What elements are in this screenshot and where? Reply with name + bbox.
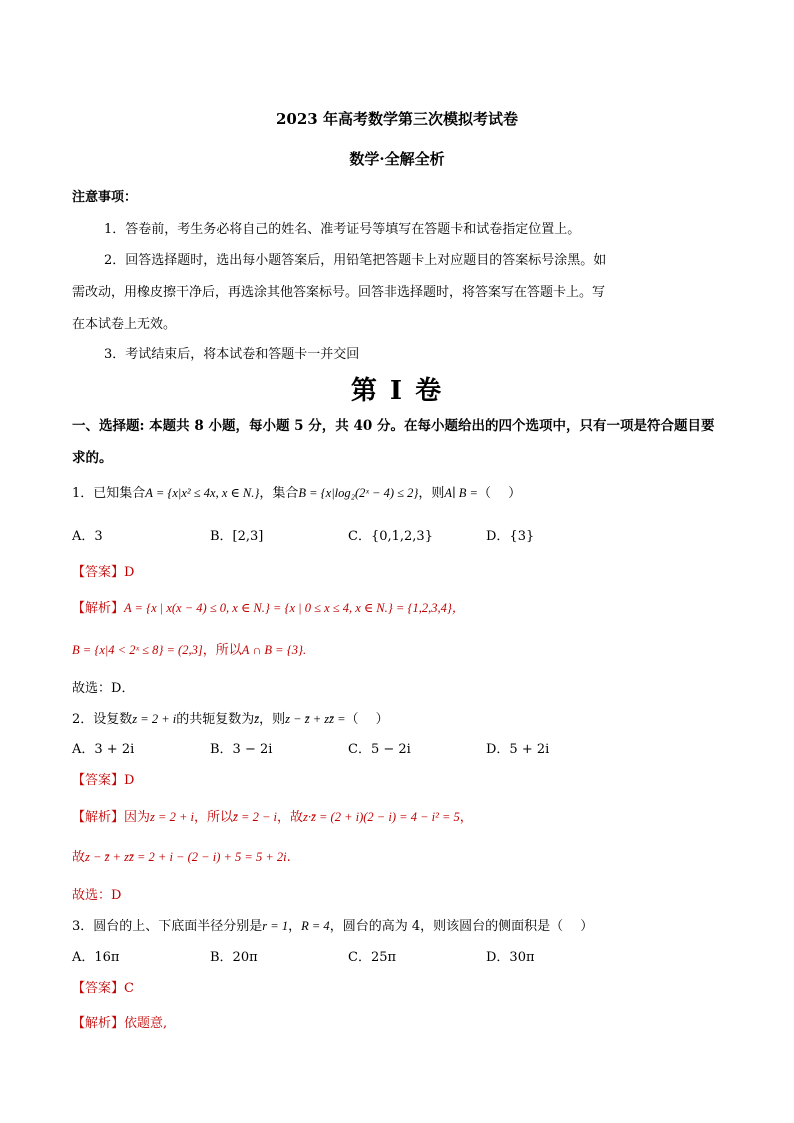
q1-answer-value: D — [124, 565, 135, 580]
page-title: 2023 年高考数学第三次模拟考试卷 — [276, 110, 518, 128]
q1-analysis-line1 — [72, 597, 464, 616]
notice-item-2-line1: 2．回答选择题时，选出每小题答案后，用铅笔把答题卡上对应题目的答案标号涂黑。如 — [104, 253, 607, 268]
q2-analysis-zbar: z̄ = 2 − i — [233, 810, 277, 824]
q2-zbar: z̄ — [254, 712, 260, 726]
q3-analysis-tag: 【解析】 — [72, 1016, 125, 1031]
q3-option-d: D．30π — [486, 950, 535, 965]
q1-text-pre: 1．已知集合 — [72, 486, 146, 501]
q2-analysis-end: ， — [459, 810, 473, 825]
notice-item-2-line2: 需改动，用橡皮擦干净后，再选涂其他答案标号。回答非选择题时，将答案写在答题卡上。写 — [72, 285, 606, 300]
q2-analysis-tag: 【解析】 — [72, 810, 125, 825]
q2-choose — [72, 884, 121, 903]
q1-choose-value: D． — [111, 681, 135, 696]
q1-set-b: B = {x|log₂(2ˣ − 4) ≤ 2} — [298, 486, 419, 500]
q2-choose-value: D — [111, 888, 122, 903]
notice-item-1: 1．答卷前，考生务必将自己的姓名、准考证号等填写在答题卡和试卷指定位置上。 — [104, 222, 581, 237]
q1-option-c: C．{0,1,2,3} — [348, 529, 433, 544]
q1-analysis-tag: 【解析】 — [72, 601, 125, 616]
q1-analysis-math1: A = {x | x(x − 4) ≤ 0, x ∈ N.} = {x | 0 ≤ x ≤ 4, x ∈ N.} = {1,2,3,4}， — [124, 601, 465, 615]
q3-answer — [72, 977, 134, 996]
q1-option-b: B．[2,3] — [210, 529, 264, 544]
q1-analysis-set-b: B = {x|4 < 2ˣ ≤ 8} = (2,3] — [72, 643, 203, 657]
q2-analysis-z: z = 2 + i — [150, 810, 194, 824]
q2-analysis-line2 — [72, 846, 291, 865]
q3-r: r = 1 — [262, 919, 289, 933]
question-3 — [72, 915, 593, 934]
q3-answer-value: C — [124, 981, 134, 996]
q1-expr: A∣ B = — [444, 486, 478, 500]
q3-analysis-text: 依题意, — [124, 1016, 168, 1031]
part-title: 第 I 卷 — [350, 376, 444, 406]
q2-option-a: A．3 + 2i — [72, 742, 135, 757]
q2-option-c: C．5 − 2i — [348, 742, 411, 757]
q1-text-mid: ，集合 — [259, 486, 299, 501]
q3-option-a: A．16π — [72, 950, 120, 965]
q3-text: 3．圆台的上、下底面半径分别是 — [72, 919, 263, 934]
q2-analysis-pre: 因为 — [124, 810, 151, 825]
q2-z: z = 2 + i — [132, 712, 177, 726]
q1-option-a: A．3 — [72, 529, 103, 544]
q2-analysis-mid: ，所以 — [194, 810, 234, 825]
q3-answer-tag: 【答案】 — [72, 981, 125, 996]
q3-option-c: C．25π — [348, 950, 397, 965]
q2-text-mid: 的共轭复数为 — [176, 712, 255, 727]
q2-analysis-mid2: ，故 — [276, 810, 303, 825]
q3-option-b: B．20π — [210, 950, 258, 965]
page-subtitle: 数学·全解全析 — [349, 150, 445, 168]
section-heading-line2: 求的。 — [72, 450, 113, 466]
question-1 — [72, 482, 521, 501]
q2-answer-value: D — [124, 773, 135, 788]
q2-line2-end: . — [286, 850, 291, 865]
q2-analysis-product: z·z̄ = (2 + i)(2 − i) = 4 − i² = 5 — [303, 810, 460, 824]
q3-text2: ，圆台的高为 4，则该圆台的侧面积是（ ） — [329, 919, 594, 934]
q2-answer — [72, 769, 134, 788]
q2-text-pre: 2．设复数 — [72, 712, 133, 727]
q1-set-a: A = {x|x² ≤ 4x, x ∈ N.} — [145, 486, 260, 500]
q2-answer-tag: 【答案】 — [72, 773, 125, 788]
q1-text-post: ，则 — [418, 486, 445, 501]
q1-option-d: D．{3} — [486, 529, 535, 544]
q2-analysis-line1 — [72, 806, 473, 825]
q1-choose — [72, 677, 134, 696]
q2-choose-label: 故选： — [72, 888, 112, 903]
q1-analysis-text: ，所以 — [202, 643, 242, 658]
q2-option-b: B．3 − 2i — [210, 742, 273, 757]
q2-line2-math: z − z̄ + zz̄ = 2 + i − (2 − i) + 5 = 5 + 2i — [85, 850, 287, 864]
question-2 — [72, 708, 389, 727]
q1-analysis-line2 — [72, 639, 306, 658]
q3-R: R = 4 — [301, 919, 330, 933]
q2-option-d: D．5 + 2i — [486, 742, 550, 757]
notice-item-3: 3．考试结束后，将本试卷和答题卡一并交回 — [104, 347, 360, 362]
q2-paren: （ ） — [345, 712, 389, 727]
q2-expr: z − z̄ + zz̄ = — [285, 712, 346, 726]
notice-heading: 注意事项： — [72, 190, 138, 205]
q1-choose-label: 故选： — [72, 681, 112, 696]
q1-analysis-result: A ∩ B = {3}. — [241, 643, 307, 657]
q2-line2-pre: 故 — [72, 850, 86, 865]
q1-answer-tag: 【答案】 — [72, 565, 125, 580]
q1-paren: （ ） — [477, 486, 522, 501]
q3-analysis — [72, 1012, 167, 1031]
q3-sep: ， — [288, 919, 302, 934]
notice-item-2-line3: 在本试卷上无效。 — [72, 317, 177, 332]
q1-answer — [72, 561, 134, 580]
section-heading-line1: 一、选择题: 本题共 8 小题，每小题 5 分，共 40 分。在每小题给出的四个选项中，只有一项是符合题目要 — [72, 418, 715, 434]
q2-text-post: ，则 — [259, 712, 286, 727]
